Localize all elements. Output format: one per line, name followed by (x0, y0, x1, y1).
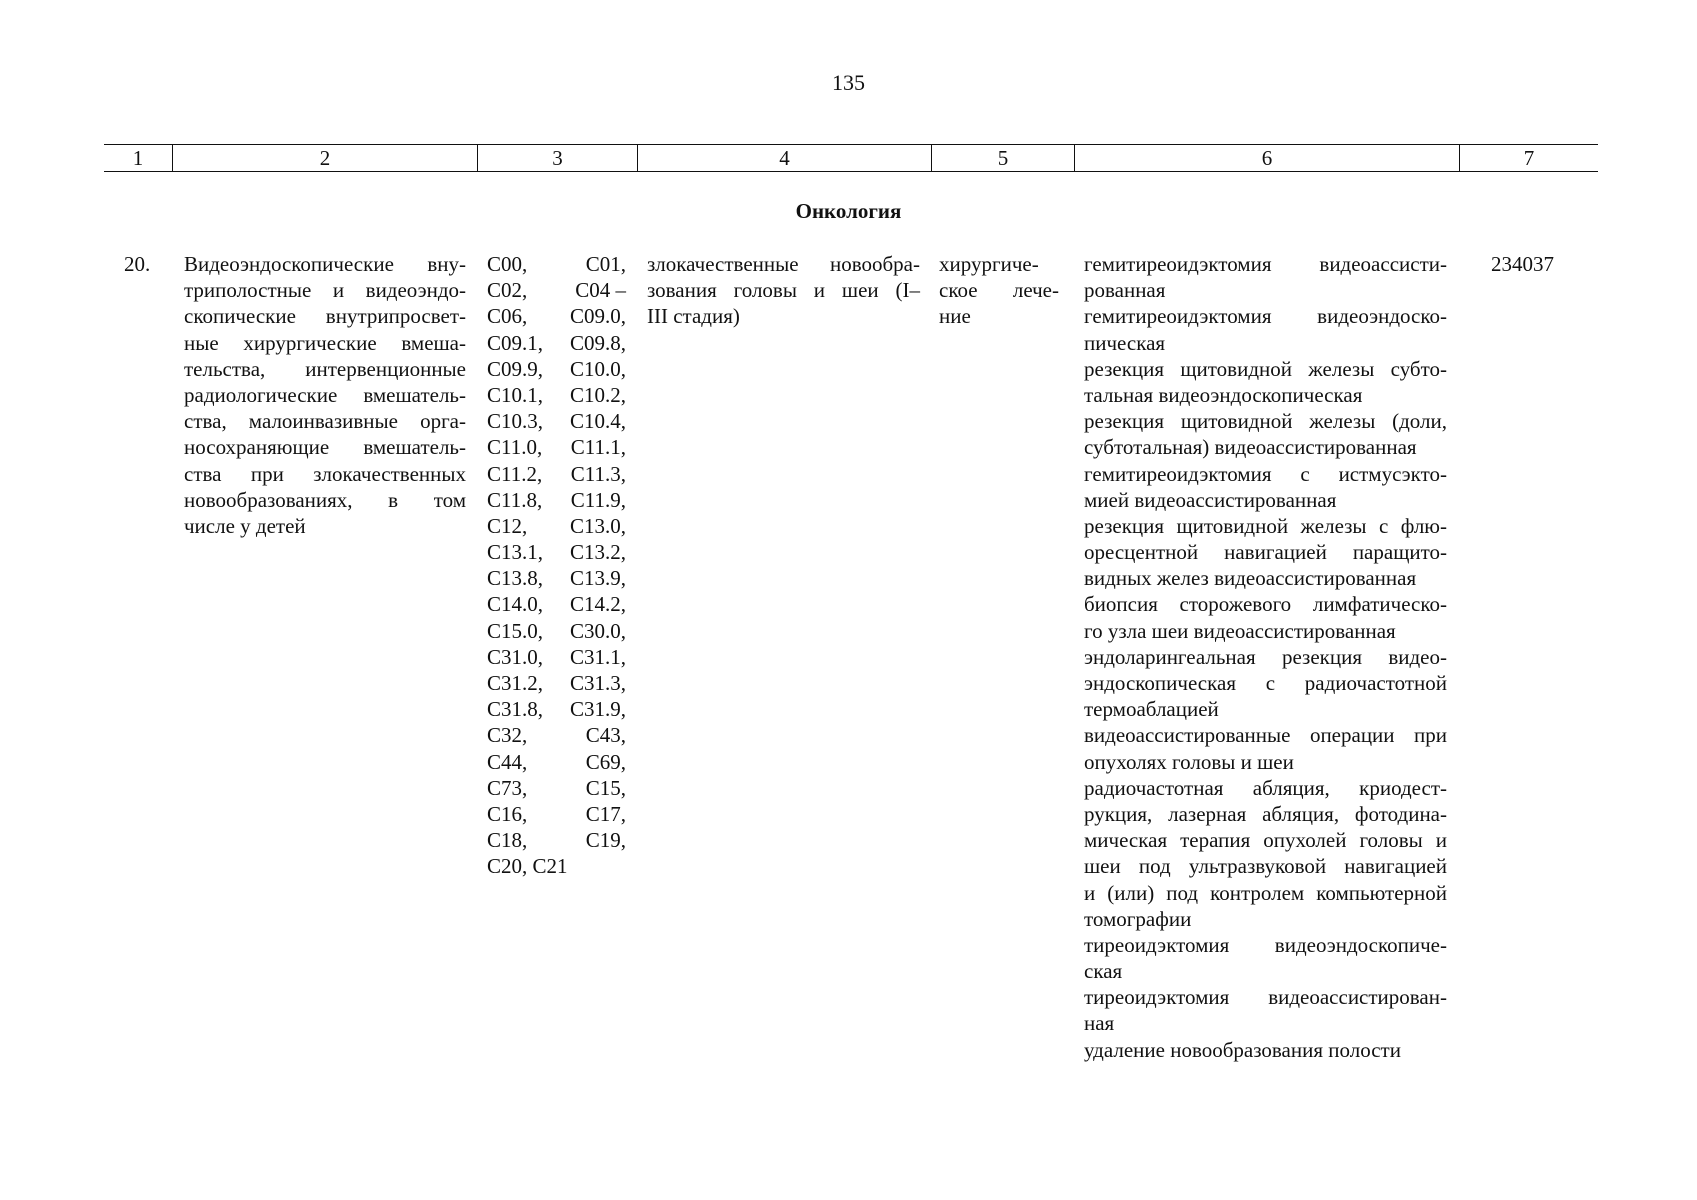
icd-code: C15, (585, 775, 626, 800)
icd-code: C11.8, (487, 487, 543, 512)
icd-code-line (487, 408, 626, 434)
icd-code: C14.0, (487, 592, 544, 617)
icd-code: C11.9, (570, 487, 626, 512)
treatment-type-line: хирургиче- (939, 252, 1039, 276)
icd-code: C14.2, (569, 592, 626, 617)
icd-code: C31.8, (487, 697, 544, 722)
icd-code: C10.2, (569, 382, 626, 407)
patient-model-line: злокачественные новообра- (647, 252, 920, 276)
icd-code: C17, (585, 801, 626, 826)
care-type-name-line: ные хирургические вмеша- (184, 330, 466, 355)
icd-code: C18, (487, 828, 528, 853)
treatment-methods (1084, 251, 1447, 1063)
icd-code: C31.2, (487, 671, 544, 695)
icd-code: C31.3, (569, 671, 626, 695)
icd-code-line (487, 382, 626, 408)
treatment-method-line: ская (1084, 959, 1123, 984)
icd-code-line (487, 591, 626, 617)
icd-code-line (487, 487, 626, 513)
treatment-method-line: томографии (1084, 906, 1192, 931)
treatment-method-line: резекция щитовидной железы (доли, (1084, 409, 1447, 434)
treatment-method-line: резекция щитовидной железы субто- (1084, 356, 1447, 381)
column-header-7: 7 (1459, 145, 1598, 171)
treatment-method-line: опухолях головы и шеи (1084, 749, 1294, 774)
treatment-method-line: радиочастотная абляция, криодест- (1084, 775, 1447, 800)
icd-code: C13.8, (487, 566, 544, 591)
treatment-method-line: тиреоидэктомия видеоассистирован- (1084, 985, 1447, 1010)
icd-code: C31.1, (569, 644, 626, 669)
treatment-method-line: оресцентной навигацией паращито- (1084, 540, 1447, 565)
icd-code: C44, (487, 749, 528, 774)
icd-code-line (487, 513, 626, 539)
column-header-2: 2 (172, 145, 477, 171)
icd-code: C31.9, (569, 697, 626, 722)
icd-code-line (487, 670, 626, 696)
icd-code: C19, (585, 828, 626, 853)
icd-code: C13.2, (569, 540, 626, 565)
icd-code: C11.1, (570, 435, 626, 460)
treatment-method-line: эндоларингеальная резекция видео- (1084, 644, 1447, 669)
icd-code: C13.0, (569, 513, 626, 538)
icd-code-line (487, 330, 626, 356)
treatment-method-line: видеоассистированные операции при (1084, 723, 1447, 748)
icd-code: C11.3, (570, 461, 626, 486)
treatment-type-line: ское лече- (939, 278, 1059, 303)
icd-code: C73, (487, 775, 528, 800)
icd-code-line (487, 775, 626, 801)
icd-code-line (487, 277, 626, 303)
icd-code-line (487, 251, 626, 277)
treatment-method-line: тиреоидэктомия видеоэндоскопиче- (1084, 932, 1447, 957)
icd-code: C16, (487, 801, 528, 826)
icd-code-line (487, 539, 626, 565)
icd-code: C10.4, (569, 409, 626, 434)
page-number: 135 (832, 70, 865, 95)
treatment-method-line: пическая (1084, 330, 1166, 355)
column-header-4: 4 (637, 145, 931, 171)
icd-code-line (487, 618, 626, 644)
column-header-3: 3 (477, 145, 637, 171)
column-number-header (104, 144, 1598, 172)
standard-cost: 234037 (1491, 252, 1554, 276)
icd-code: C69, (585, 749, 626, 774)
icd-code: C32, (487, 723, 528, 748)
patient-model-line: III стадия) (647, 304, 740, 329)
icd-code-line (487, 853, 626, 879)
patient-model (647, 251, 920, 330)
treatment-type (939, 251, 1059, 330)
icd-code: C10.1, (487, 382, 544, 407)
icd-code: C12, (487, 513, 528, 538)
treatment-method-line: гемитиреоидэктомия с истмусэкто- (1084, 461, 1447, 486)
treatment-method-line: тальная видеоэндоскопическая (1084, 382, 1363, 407)
treatment-method-line: шеи под ультразвуковой навигацией (1084, 854, 1447, 879)
treatment-method-line: го узла шеи видеоассистированная (1084, 618, 1396, 643)
treatment-method-line: рукция, лазерная абляция, фотодина- (1084, 801, 1447, 826)
treatment-method-line: мией видеоассистированная (1084, 487, 1337, 512)
icd-code-line (487, 749, 626, 775)
treatment-method-line: мическая терапия опухолей головы и (1084, 828, 1447, 853)
treatment-method-line: удаление новообразования полости (1084, 1037, 1401, 1062)
icd-code-line (487, 565, 626, 591)
icd-code: C02, (487, 278, 528, 303)
icd-code: C20, C21 (487, 854, 568, 879)
icd-code: C09.9, (487, 356, 544, 381)
treatment-method-line: резекция щитовидной железы с флю- (1084, 513, 1447, 538)
care-type-name-line: скопические внутрипросвет- (184, 304, 466, 329)
icd-code-line (487, 356, 626, 382)
icd-code: C31.0, (487, 644, 544, 669)
icd-code-line (487, 827, 626, 853)
treatment-method-line: термоаблацией (1084, 697, 1219, 722)
icd-code: C01, (585, 252, 626, 276)
icd-code: C10.3, (487, 409, 544, 434)
icd-code: C04 – (575, 278, 626, 303)
section-title: Онкология (795, 199, 902, 223)
treatment-method-line: биопсия сторожевого лимфатическо- (1084, 592, 1447, 617)
icd-code-line (487, 696, 626, 722)
treatment-method-line: и (или) под контролем компьютерной (1084, 880, 1447, 905)
icd-code-line (487, 644, 626, 670)
icd-code-line (487, 801, 626, 827)
treatment-method-line: ная (1084, 1011, 1115, 1036)
icd-code: C13.9, (569, 566, 626, 591)
care-type-name-line: радиологические вмешатель- (184, 382, 466, 407)
icd-code: C09.0, (569, 304, 626, 329)
treatment-method-line: рованная (1084, 278, 1166, 303)
icd-code: C10.0, (569, 356, 626, 381)
treatment-method-line: гемитиреоидэктомия видеоэндоско- (1084, 304, 1447, 329)
icd-code-line (487, 461, 626, 487)
icd-code: C00, (487, 252, 528, 276)
icd-code: C15.0, (487, 618, 544, 643)
icd-code: C11.0, (487, 435, 543, 460)
icd-code: C13.1, (487, 540, 544, 565)
care-type-name-line: числе у детей (184, 513, 306, 538)
icd-code-line (487, 434, 626, 460)
treatment-method-line: эндоскопическая с радиочастотной (1084, 671, 1447, 695)
care-type-name-line: триполостные и видеоэндо- (184, 278, 466, 303)
column-header-5: 5 (931, 145, 1074, 171)
icd-code: C09.1, (487, 330, 544, 355)
care-type-name-line: новообразованиях, в том (184, 487, 466, 512)
care-type-name (184, 251, 466, 539)
treatment-type-line: ние (939, 304, 971, 329)
icd-code: C06, (487, 304, 528, 329)
care-type-name-line: носохраняющие вмешатель- (184, 435, 466, 460)
row-number: 20. (124, 252, 151, 276)
patient-model-line: зования головы и шеи (I– (647, 278, 920, 303)
icd-code: C11.2, (487, 461, 543, 486)
care-type-name-line: ства при злокачественных (184, 461, 466, 486)
treatment-method-line: видных желез видеоассистированная (1084, 566, 1417, 591)
icd-code-line (487, 722, 626, 748)
care-type-name-line: ства, малоинвазивные орга- (184, 409, 466, 434)
icd-code: C43, (585, 723, 626, 748)
care-type-name-line: Видеоэндоскопические вну- (184, 252, 466, 276)
care-type-name-line: тельства, интервенционные (184, 356, 466, 381)
icd-code: C09.8, (569, 330, 626, 355)
treatment-method-line: гемитиреоидэктомия видеоассисти- (1084, 252, 1447, 276)
treatment-method-line: субтотальная) видеоассистированная (1084, 435, 1417, 460)
icd-codes (487, 251, 626, 880)
column-header-1: 1 (132, 146, 144, 170)
icd-code-line (487, 303, 626, 329)
column-header-6: 6 (1074, 145, 1459, 171)
icd-code: C30.0, (569, 618, 626, 643)
